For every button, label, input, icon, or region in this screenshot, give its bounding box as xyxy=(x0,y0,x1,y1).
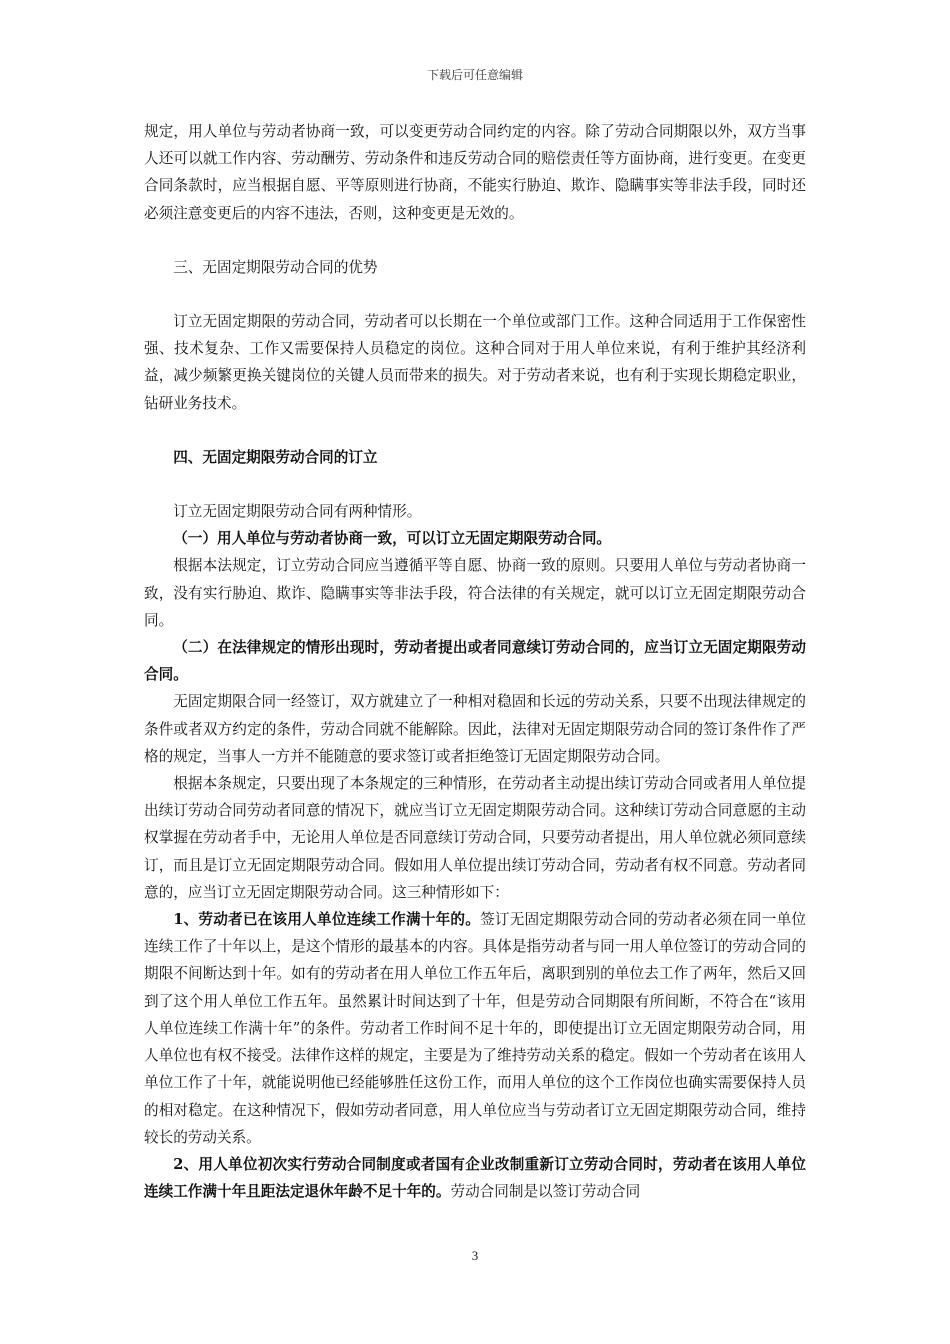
page-number: 3 xyxy=(471,1248,479,1263)
page-header: 下载后可任意编辑 xyxy=(426,68,523,82)
paragraph xyxy=(144,1151,806,1205)
clause-text: 签订无固定期限劳动合同的劳动者必须在同一单位连续工作了十年以上，是这个情形的最基本的内容。具体是指劳动者与同一用人单位签订的劳动合同的期限不间断达到十年。如有的劳动者在用人单位工作五年后，离职到别的单位去工作了两年，然后又回到了这个用人单位工作五年。虽然累计时间达到了十年，但是劳动合同期限有所间断，不符合在“该用人单位连续工作满十年”的条件。劳动者工作时间不足十年的，即使提出订立无固定期限劳动合同，用人单位也有权不接受。法律作这样的规定，主要是为了维持劳动关系的稳定。假如一个劳动者在该用人单位工作了十年，就能说明他已经能够胜任这份工作，而用人单位的这个工作岗位也确实需要保持人员的相对稳定。在这种情况下，假如劳动者同意，用人单位应当与劳动者订立无固定期限劳动合同，维持较长的劳动关系。 xyxy=(144,911,806,1146)
paragraph: 根据本条规定，只要出现了本条规定的三种情形，在劳动者主动提出续订劳动合同或者用人单位提出续订劳动合同劳动者同意的情况下，就应当订立无固定期限劳动合同。这种续订劳动合同意愿的主动权掌握在劳动者手中，无论用人单位是否同意续订劳动合同，只要劳动者提出，用人单位就必须同意续订，而且是订立无固定期限劳动合同。假如用人单位提出续订劳动合同，劳动者有权不同意。劳动者同意的，应当订立无固定期限劳动合同。这三种情形如下： xyxy=(144,775,806,901)
paragraph: 订立无固定期限劳动合同有两种情形。 xyxy=(173,503,422,521)
section-heading: 四、无固定期限劳动合同的订立 xyxy=(173,448,378,466)
paragraph: 订立无固定期限的劳动合同，劳动者可以长期在一个单位或部门工作。这种合同适用于工作保密性强、技术复杂、工作又需要保持人员稳定的岗位。这种合同对于用人单位来说，有利于维护其经济利益，减少频繁更换关键岗位的关键人员而带来的损失。对于劳动者来说，也有利于实现长期稳定职业，钻研业务技术。 xyxy=(144,313,806,412)
subsection-heading: （一）用人单位与劳动者协商一致，可以订立无固定期限劳动合同。 xyxy=(173,530,612,548)
clause-text: 劳动合同制是以签订劳动合同 xyxy=(450,1183,641,1201)
document-body xyxy=(144,118,806,1205)
clause-lead: 2、用人单位初次实行劳动合同制度或者国有企业改制重新订立劳动合同时，劳动者在该用人单位连续工作满十年且距法定退休年龄不足十年的。 xyxy=(144,1155,806,1201)
paragraph: 无固定期限合同一经签订，双方就建立了一种相对稳固和长远的劳动关系，只要不出现法律规定的条件或者双方约定的条件，劳动合同就不能解除。因此，法律对无固定期限劳动合同的签订条件作了严格的规定，当事人一方并不能随意的要求签订或者拒绝签订无固定期限劳动合同。 xyxy=(144,693,806,765)
subsection-heading: （二）在法律规定的情形出现时，劳动者提出或者同意续订劳动合同的，应当订立无固定期限劳动合同。 xyxy=(144,639,806,684)
section-heading: 三、无固定期限劳动合同的优势 xyxy=(173,258,378,276)
clause-lead: 1、劳动者已在该用人单位连续工作满十年的。 xyxy=(173,911,481,929)
paragraph xyxy=(144,906,806,1151)
paragraph: 根据本法规定，订立劳动合同应当遵循平等自愿、协商一致的原则。只要用人单位与劳动者协商一致，没有实行胁迫、欺诈、隐瞒事实等非法手段，符合法律的有关规定，就可以订立无固定期限劳动合同。 xyxy=(144,557,806,629)
paragraph: 规定，用人单位与劳动者协商一致，可以变更劳动合同约定的内容。除了劳动合同期限以外，双方当事人还可以就工作内容、劳动酬劳、劳动条件和违反劳动合同的赔偿责任等方面协商，进行变更。在变更合同条款时，应当根据自愿、平等原则进行协商，不能实行胁迫、欺诈、隐瞒事实等非法手段，同时还必须注意变更后的内容不违法，否则，这种变更是无效的。 xyxy=(144,123,806,222)
